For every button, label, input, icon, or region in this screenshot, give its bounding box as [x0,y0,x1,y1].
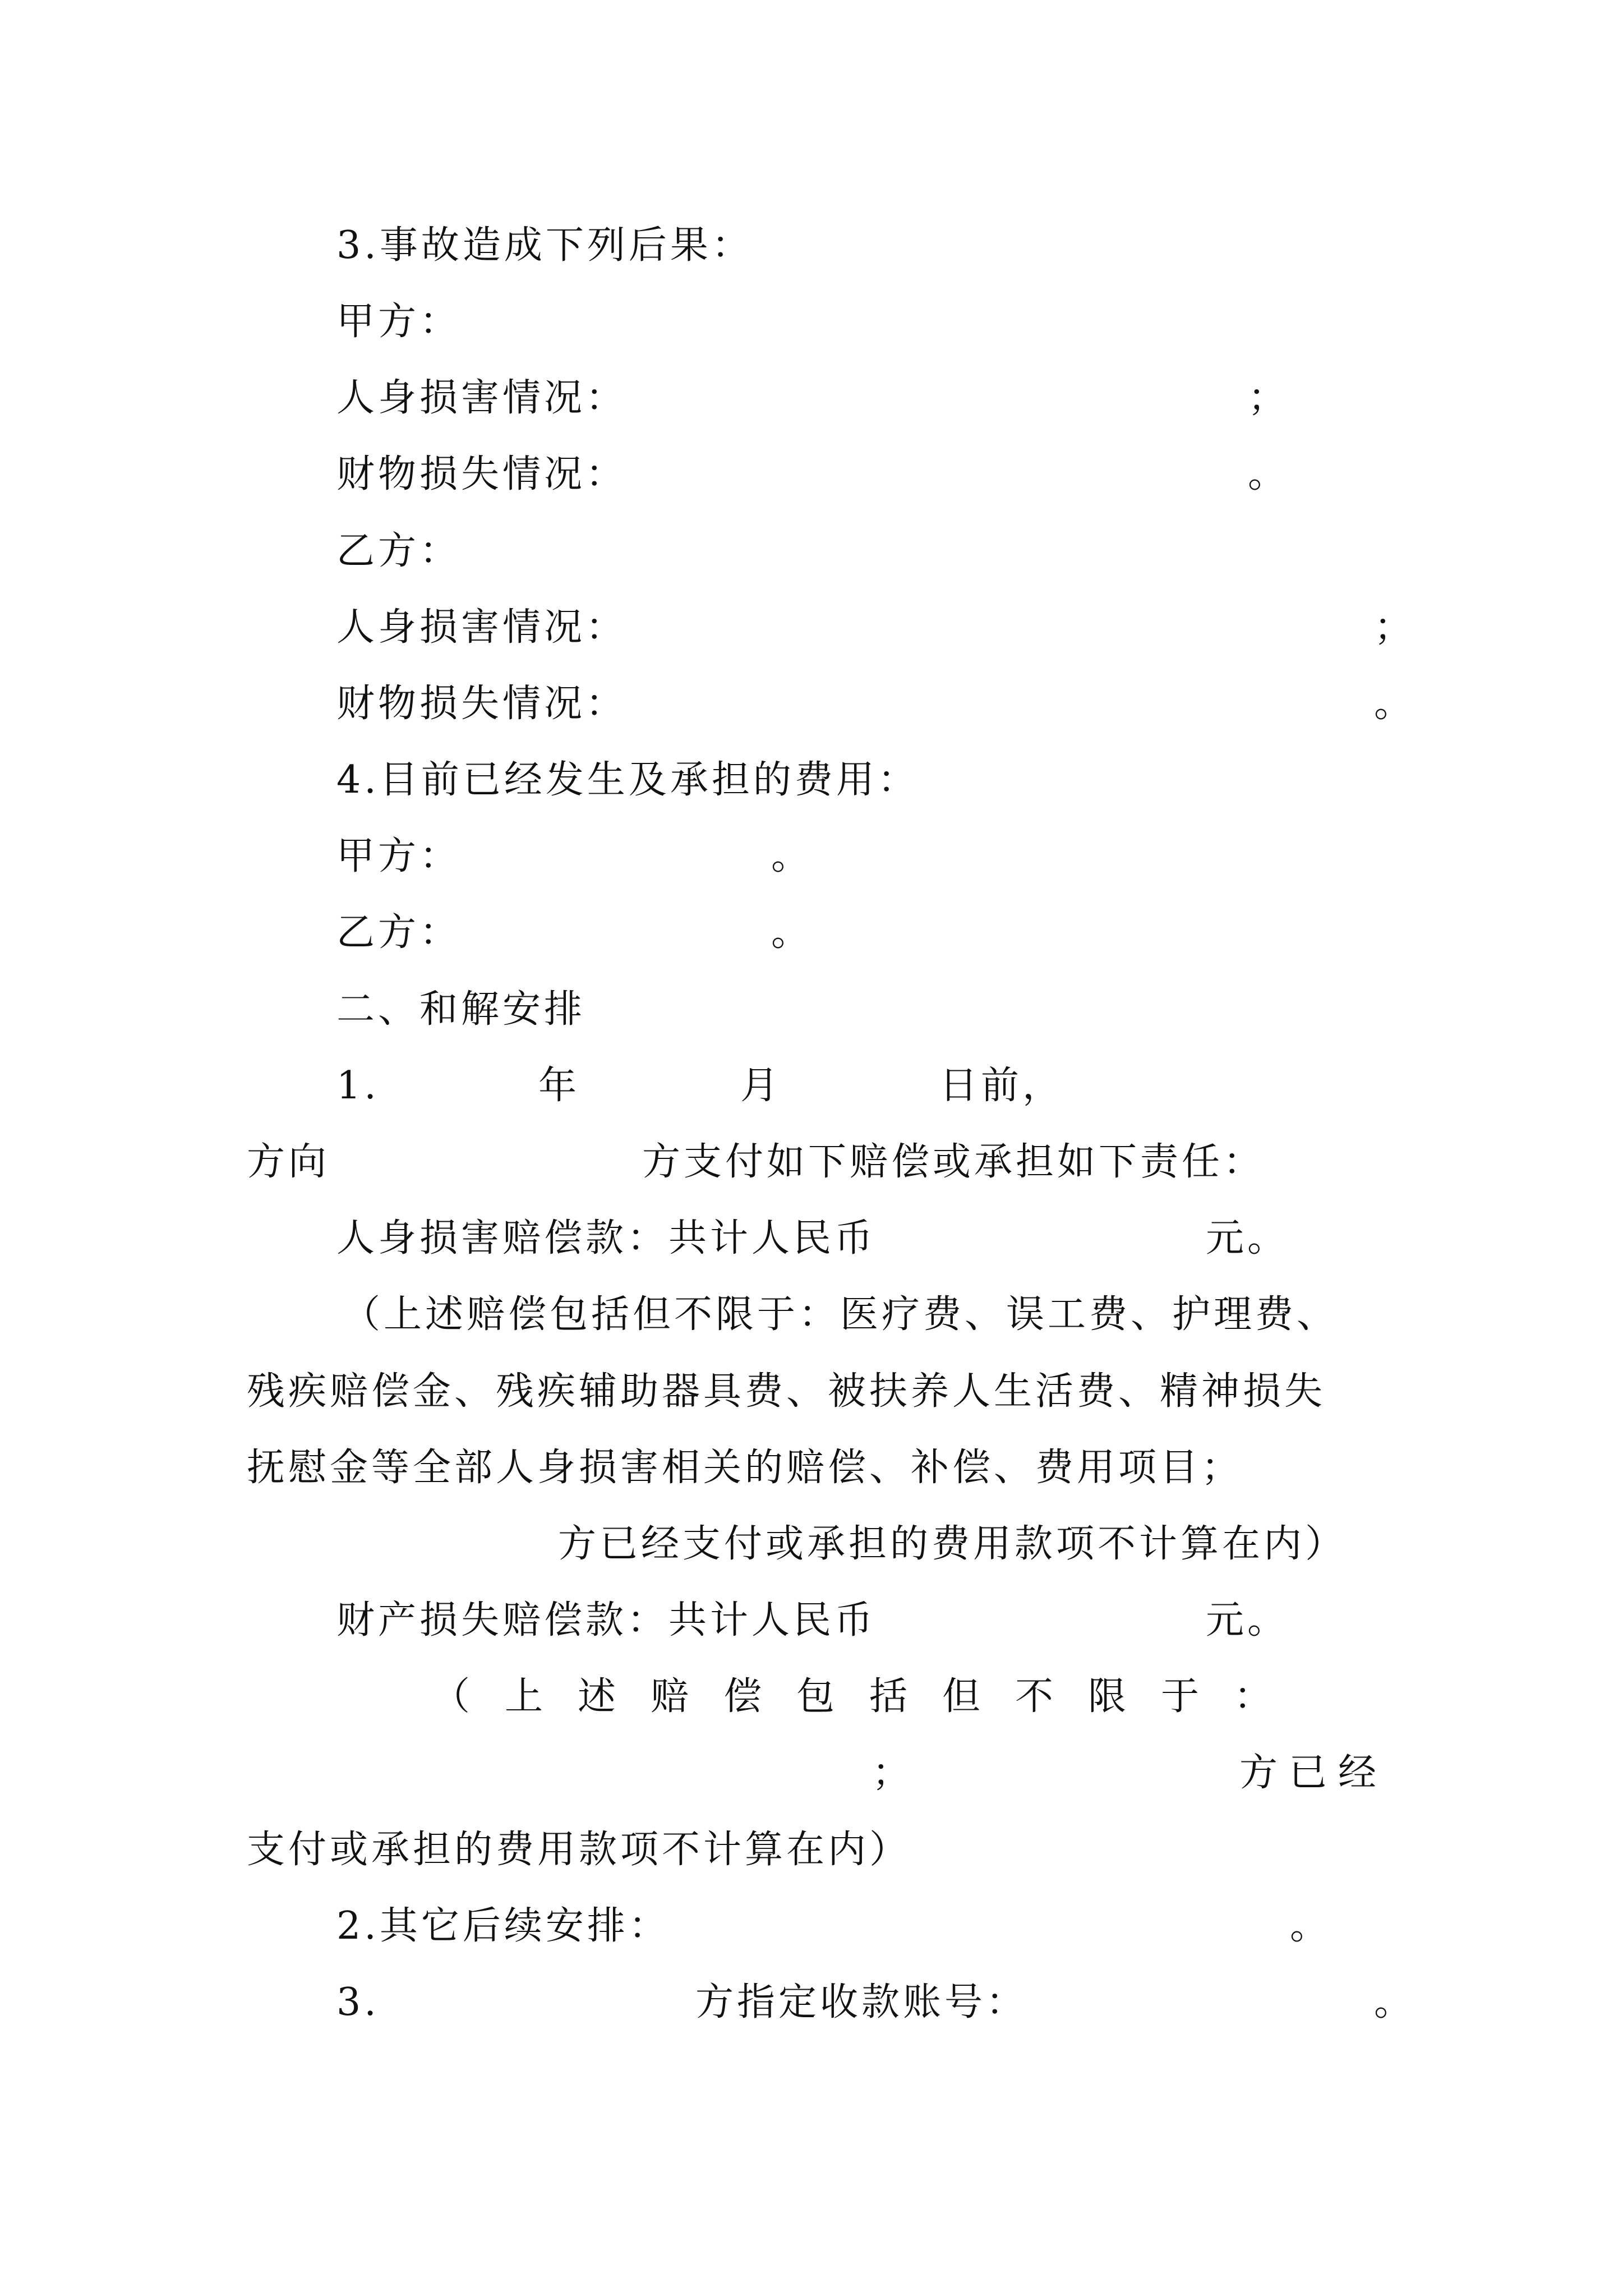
item1-month: 月 [740,1064,782,1108]
account-prefix: 3. [336,1980,380,2024]
party-a-property-end: 。 [1248,452,1290,496]
other-arrangements-end: 。 [1290,1904,1332,1948]
property-note-line2-end: 方已经 [1239,1751,1388,1795]
item1-year: 年 [538,1064,580,1108]
property-note-line1: （上述赔偿包括但不限于： [432,1674,1307,1719]
injury-compensation-label: 人身损害赔偿款：共计人民币 [336,1216,877,1260]
party-a-label: 甲方： [336,300,462,344]
party-b-property-end: 。 [1374,682,1416,726]
injury-compensation-unit: 元。 [1206,1216,1289,1260]
other-arrangements-label: 2.其它后续安排： [336,1904,670,1948]
party-b-property-label: 财物损失情况： [336,682,628,726]
cost-party-b-end: 。 [771,910,813,955]
cost-party-a-label: 甲方： [336,834,462,878]
account-end: 。 [1374,1980,1416,2024]
party-b-injury-end: ； [1374,605,1416,650]
party-a-injury-end: ； [1248,376,1290,420]
party-b-label: 乙方： [336,529,462,573]
injury-note-line2: 残疾赔偿金、残疾辅助器具费、被扶养人生活费、精神损失 [247,1369,1326,1414]
item1-line2-rest: 方支付如下赔偿或承担如下责任： [642,1140,1265,1184]
property-compensation-unit: 元。 [1206,1598,1289,1642]
consequences-heading: 3.事故造成下列后果： [336,223,753,268]
party-a-property-label: 财物损失情况： [336,452,628,496]
cost-party-a-end: 。 [771,834,813,878]
item1-line2-start: 方向 [247,1140,330,1184]
injury-note-line4: 方已经支付或承担的费用款项不计算在内） [558,1522,1347,1566]
property-compensation-label: 财产损失赔偿款：共计人民币 [336,1598,877,1642]
item1-day: 日前， [939,1064,1064,1108]
account-label: 方指定收款账号： [695,1980,1028,2024]
settlement-heading: 二、和解安排 [336,987,586,1032]
party-b-injury-label: 人身损害情况： [336,605,628,650]
injury-note-line3: 抚慰金等全部人身损害相关的赔偿、补偿、费用项目； [247,1446,1243,1490]
item1-prefix: 1. [336,1064,380,1108]
costs-heading: 4.目前已经发生及承担的费用： [336,758,919,802]
cost-party-b-label: 乙方： [336,910,462,955]
property-note-line2-sep: ； [872,1751,914,1795]
property-note-line3: 支付或承担的费用款项不计算在内） [247,1828,911,1872]
injury-note-line1: （上述赔偿包括但不限于：医疗费、误工费、护理费、 [342,1292,1339,1337]
party-a-injury-label: 人身损害情况： [336,376,628,420]
